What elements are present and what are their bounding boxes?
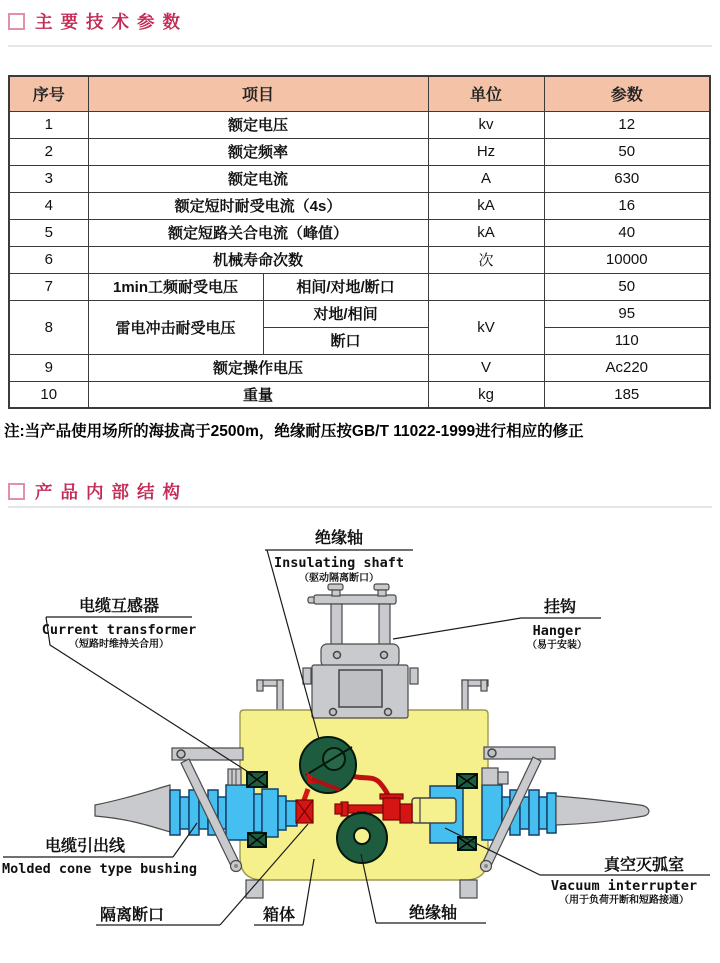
label-hanger bbox=[393, 597, 601, 651]
table-row: 8 雷电冲击耐受电压 对地/相间 kV 95 bbox=[9, 300, 710, 327]
col-header-unit: 单位 bbox=[428, 76, 544, 111]
section-heading-params bbox=[8, 9, 188, 34]
spec-table bbox=[8, 75, 711, 409]
table-row: 5 额定短路关合电流（峰值） kA 40 bbox=[9, 219, 710, 246]
heading-square-icon bbox=[8, 483, 25, 500]
section-title-params: 主要技术参数 bbox=[35, 12, 188, 32]
heading-square-icon bbox=[8, 13, 25, 30]
svg-text:电缆引出线: 电缆引出线 bbox=[45, 838, 126, 855]
svg-text:真空灭弧室: 真空灭弧室 bbox=[603, 857, 685, 874]
table-row: 7 1min工频耐受电压 相间/对地/断口 50 bbox=[9, 273, 710, 300]
svg-text:（用于负荷开断和短路接通）: （用于负荷开断和短路接通） bbox=[559, 895, 689, 906]
table-header-row bbox=[9, 76, 710, 111]
col-header-value: 参数 bbox=[544, 76, 710, 111]
section-heading-structure bbox=[8, 479, 188, 504]
svg-text:Molded cone type bushing: Molded cone type bushing bbox=[2, 861, 198, 877]
table-row: 1 额定电压 kv 12 bbox=[9, 111, 710, 138]
svg-text:挂钩: 挂钩 bbox=[543, 599, 577, 616]
structure-diagram bbox=[0, 513, 720, 963]
svg-text:（驱动隔离断口）: （驱动隔离断口） bbox=[299, 573, 379, 584]
heading-divider bbox=[8, 45, 712, 47]
section-title-structure: 产品内部结构 bbox=[35, 482, 188, 502]
svg-text:箱体: 箱体 bbox=[262, 907, 296, 924]
table-row: 3 额定电流 A 630 bbox=[9, 165, 710, 192]
table-row: 6 机械寿命次数 次 10000 bbox=[9, 246, 710, 273]
svg-text:绝缘轴: 绝缘轴 bbox=[408, 905, 458, 922]
crosshatch-square bbox=[247, 772, 267, 787]
table-row: 4 额定短时耐受电流（4s） kA 16 bbox=[9, 192, 710, 219]
svg-text:（易于安装）: （易于安装） bbox=[527, 640, 587, 651]
col-header-item: 项目 bbox=[88, 76, 428, 111]
table-row: 10 重量 kg 185 bbox=[9, 381, 710, 408]
heading-divider bbox=[8, 506, 712, 508]
isolating-break-contact bbox=[296, 800, 313, 823]
table-row: 断口 110 bbox=[9, 327, 710, 354]
svg-text:Current transformer: Current transformer bbox=[41, 622, 197, 638]
altitude-note: 注:当产品使用场所的海拔高于2500m，绝缘耐压按GB/T 11022-1999进行相应的修正 bbox=[4, 423, 584, 440]
crosshatch-square bbox=[248, 833, 266, 847]
table-row: 2 额定频率 Hz 50 bbox=[9, 138, 710, 165]
svg-text:绝缘轴: 绝缘轴 bbox=[314, 530, 364, 547]
svg-text:Insulating shaft: Insulating shaft bbox=[273, 555, 405, 571]
crosshatch-square bbox=[457, 774, 477, 788]
table-row: 9 额定操作电压 V Ac220 bbox=[9, 354, 710, 381]
svg-text:Vacuum interrupter: Vacuum interrupter bbox=[550, 878, 698, 894]
svg-text:（短路时维持关合用）: （短路时维持关合用） bbox=[69, 639, 169, 650]
hanger-assembly bbox=[303, 584, 418, 718]
svg-text:电缆互感器: 电缆互感器 bbox=[78, 598, 160, 615]
col-header-no: 序号 bbox=[9, 76, 88, 111]
svg-text:Hanger: Hanger bbox=[532, 623, 582, 639]
svg-text:隔离断口: 隔离断口 bbox=[100, 907, 165, 924]
vacuum-interrupter-tube bbox=[412, 798, 456, 823]
